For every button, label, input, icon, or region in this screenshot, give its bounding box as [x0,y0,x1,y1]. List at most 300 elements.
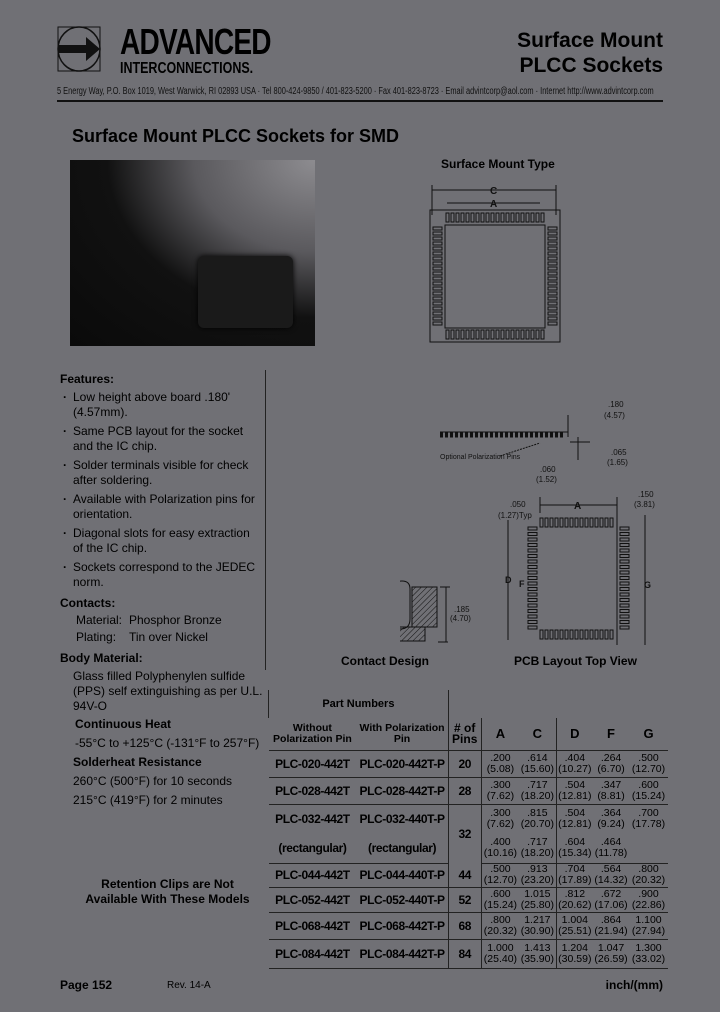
pin-pad [548,322,557,325]
dim-inch: .500 [490,863,511,875]
dim-f-cell [593,777,629,804]
dim-inch: .300 [490,778,511,791]
dim-mm: (30.59) [558,952,592,965]
revision: Rev. 14-A [167,980,211,991]
dim-mm: (15.34) [558,847,592,860]
dim-inch: .564 [600,863,622,875]
dim-d-cell [556,834,593,863]
pin-pad [620,571,629,574]
table-row [269,912,669,939]
dim-inch: .700 [638,807,659,820]
part-without-pin: PLC-032-442T [275,812,350,827]
pin-pad [548,282,557,285]
feature-item: · Sockets correspond to the JEDEC norm. [60,560,263,590]
pin-pad [541,213,544,222]
pin-pad [548,287,557,290]
pcb-pitch-mm: (1.27)Typ [498,511,532,520]
dim-d-cell [556,887,593,912]
side-dim1-in: .065 [611,448,627,457]
pin-pad [548,272,557,275]
pin-pad [491,213,494,222]
body-material-text: Glass filled Polyphenylen sulfide (PPS) self extinguishing as per U.L. 94V-O [73,669,263,713]
dim-f-cell [593,887,629,912]
pin-pad [521,330,524,339]
dim-inch: .504 [564,778,586,791]
part-with-pin: PLC-052-440T-P [356,887,448,912]
dim-mm: (15.60) [520,762,554,775]
pin-pad [548,232,557,235]
pin-pad [433,247,442,250]
dim-inch: .717 [527,836,548,849]
pcb-layout-view [498,490,655,645]
dim-mm: (25.40) [483,952,518,965]
pin-pad [540,518,543,527]
pin-pad [528,533,537,536]
col-dim-a: A [481,718,519,750]
dim-inch: 1.004 [561,913,588,926]
side-view [440,400,628,484]
surface-mount-top-view [430,185,560,342]
pin-pad [433,297,442,300]
pin-pad [433,292,442,295]
pin-pad [620,555,629,558]
pin-pad [548,237,557,240]
dim-g-cell [629,939,668,968]
units-note: inch/(mm) [605,978,663,992]
continuous-heat-heading: Continuous Heat [75,717,171,731]
pin-pad [526,213,529,222]
dim-a-cell [481,750,519,777]
dim-inch: .614 [527,751,548,764]
dim-g-cell [629,804,668,834]
pin-pad [433,317,442,320]
header-title-line1: Surface Mount [517,29,663,52]
pin-pad [476,330,479,339]
solderheat-value-2: 215°C (419°F) for 2 minutes [73,793,223,807]
solderheat-value-1: 260°C (500°F) for 10 seconds [73,774,233,788]
dim-inch: .800 [638,863,659,875]
plating-value: Tin over Nickel [129,630,208,644]
pin-pad [540,630,543,639]
pin-pad [555,518,558,527]
pin-pad [620,610,629,613]
pin-pad [528,593,537,596]
pin-pad [506,213,509,222]
part-without-pin: PLC-052-442T [269,887,357,912]
table-row [269,863,669,887]
dim-inch: .815 [527,807,548,820]
pin-pad [511,213,514,222]
pin-pad [516,213,519,222]
pin-count: 32 [448,804,481,863]
pin-pad [528,544,537,547]
dim-mm: (33.02) [631,952,666,965]
dim-mm: (10.27) [558,762,592,775]
dim-inch: .800 [490,913,511,926]
part-with-pin: PLC-020-442T-P [356,750,448,777]
dim-d-cell [556,804,593,834]
side-dim1-mm: (1.65) [607,458,628,467]
pin-pad [461,213,464,222]
pin-pad [433,252,442,255]
dim-inch: 1.413 [524,941,551,954]
pin-pad [481,213,484,222]
dim-c-cell [519,863,556,887]
pin-pad [433,272,442,275]
pin-pad [456,330,459,339]
pin-pad [620,533,629,536]
pin-pad [585,518,588,527]
dim-inch: .864 [600,913,622,926]
pin-pad [595,518,598,527]
pin-pad [466,330,469,339]
pin-pad [496,330,499,339]
pin-pad [466,213,469,222]
pin-pad [620,549,629,552]
socket-image [198,256,293,328]
material-label: Material: [76,613,123,627]
dim-c-cell [519,887,556,912]
pin-pad [548,297,557,300]
header-divider [57,100,663,102]
contact-design-drawing [400,580,471,645]
features-heading: Features: [60,372,115,386]
dim-inch: .400 [490,836,511,849]
pin-pad [433,237,442,240]
pin-pad [545,518,548,527]
pin-pad [451,213,454,222]
pin-pad [550,630,553,639]
pin-pad [548,317,557,320]
col-dim-f: F [593,718,629,750]
dim-a-cell [481,887,519,912]
dim-mm: (27.94) [631,924,666,937]
body-material-heading: Body Material: [60,651,143,665]
pin-pad [433,267,442,270]
pin-pad [600,518,603,527]
dim-inch: .600 [490,887,511,900]
dim-g-cell [629,887,668,912]
pin-count: 20 [448,750,481,777]
dim-mm: (8.81) [597,789,625,802]
dim-mm: (18.20) [520,847,554,860]
dim-mm: (17.89) [558,874,592,886]
pin-pad [620,621,629,624]
pin-pad [528,577,537,580]
pin-pad [528,604,537,607]
surface-mount-type-label: Surface Mount Type [441,157,555,171]
pin-pad [548,262,557,265]
part-numbers-table [268,690,668,969]
pcb-dim-a: A [574,501,582,512]
product-photo [70,160,315,346]
continuous-heat-value: -55°C to +125°C (-131°F to 257°F) [75,736,260,750]
pin-pad [433,277,442,280]
pin-pad [565,630,568,639]
feature-item: · Same PCB layout for the socket and the IC chip. [60,424,263,454]
pin-pad [433,232,442,235]
table-row [269,750,669,777]
pin-pad [548,227,557,230]
dim-a-label: A [490,199,498,210]
col-pins: # of Pins [448,718,481,750]
pin-pad [456,213,459,222]
pin-pad [536,330,539,339]
dim-c-cell [519,777,556,804]
pin-count: 84 [448,939,481,968]
pin-pad [620,566,629,569]
pin-pad [433,282,442,285]
side-dim2-in: .060 [540,465,556,474]
part-with-pin: PLC-044-440T-P [356,863,448,887]
pin-pad [528,582,537,585]
dim-f-cell [593,912,629,939]
dim-inch: .913 [527,863,548,875]
pin-pad [620,615,629,618]
pin-pad [548,247,557,250]
dim-inch: 1.300 [635,941,662,954]
dim-d-cell [556,939,593,968]
pin-pad [521,213,524,222]
dim-inch: .364 [600,807,622,820]
dim-mm: (35.90) [520,952,554,965]
pcb-layout-caption: PCB Layout Top View [514,654,637,668]
pin-pad [548,267,557,270]
dim-f-cell [593,804,629,834]
dim-d-cell [556,912,593,939]
pin-pad [548,252,557,255]
pin-pad [486,330,489,339]
contacts-heading: Contacts: [60,596,116,610]
pin-pad [570,630,573,639]
brand-name: ADVANCED [120,21,271,62]
material-value: Phosphor Bronze [129,613,222,627]
dim-mm: (30.90) [520,924,554,937]
dim-f-cell [593,939,629,968]
dim-mm: (12.81) [558,818,592,831]
side-height-mm: (4.57) [604,411,625,420]
pin-pad [620,599,629,602]
dim-a-cell [481,912,519,939]
col-without-pin: Without Polarization Pin [269,718,357,750]
pin-pad [528,571,537,574]
part-without-pin: PLC-028-442T [269,777,357,804]
page-number: Page 152 [60,978,113,992]
polarization-pins-label: Optional Polarization Pins [440,454,521,461]
dim-mm: (15.24) [631,789,666,802]
contact-design-caption: Contact Design [341,654,430,668]
pin-pad [575,518,578,527]
pin-pad [605,518,608,527]
pin-count: 52 [448,887,481,912]
dim-mm: (9.24) [597,818,625,831]
dim-mm: (6.70) [597,762,625,775]
dim-c-cell [519,750,556,777]
pin-pad [541,330,544,339]
pin-pad [528,621,537,624]
pin-pad [486,213,489,222]
pin-pad [548,312,557,315]
technical-drawings [400,175,700,665]
feature-item: · Low height above board .180' (4.57mm). [60,390,263,420]
pin-pad [501,213,504,222]
dim-inch: .300 [490,807,511,820]
contact-info: 5 Energy Way, P.O. Box 1019, West Warwick, RI 02893 USA · Tel 800-424-9850 / 401-823-5200 · Fax 401-823-8723 · Email advintcorp@aol.com · Internet http://www.advintcorp.com [57,86,654,97]
pin-pad [506,330,509,339]
dim-c-label: C [490,186,498,197]
pin-pad [620,544,629,547]
plating-label: Plating: [76,630,117,644]
pin-pad [496,213,499,222]
pin-pad [528,549,537,552]
dim-mm: (7.62) [486,818,515,831]
dim-inch: .464 [600,836,622,849]
dim-inch: 1.217 [524,913,551,926]
part-without-pin: PLC-084-442T [269,939,357,968]
part-with-pin: PLC-084-442T-P [356,939,448,968]
pin-count: 68 [448,912,481,939]
pin-pad [433,242,442,245]
dim-inch: 1.100 [635,913,662,926]
pin-pad [528,599,537,602]
pin-pad [560,630,563,639]
dim-inch: .600 [638,778,659,791]
dim-c-cell [519,912,556,939]
pin-pad [548,302,557,305]
pin-pad [548,307,557,310]
header-title-line2: PLCC Sockets [519,54,663,77]
dim-mm: (23.20) [520,874,554,886]
pin-pad [528,566,537,569]
dim-a-cell [481,777,519,804]
pin-pad [620,588,629,591]
brand-subname: INTERCONNECTIONS. [120,60,254,77]
pin-pad [481,330,484,339]
pin-pad [590,630,593,639]
col-with-pin: With Polarization Pin [356,718,448,750]
feature-item: · Solder terminals visible for check after soldering. [60,458,263,488]
dim-d-cell [556,777,593,804]
pin-pad [433,257,442,260]
part-with-pin: PLC-068-442T-P [356,912,448,939]
dim-mm: (15.24) [483,898,518,911]
dim-c-cell [519,939,556,968]
part-numbers-heading: Part Numbers [269,690,449,718]
dim-inch: .264 [600,751,622,764]
col-dim-c: C [519,718,556,750]
dim-f-cell [593,750,629,777]
dim-mm: (12.70) [631,762,666,775]
pin-count: 28 [448,777,481,804]
dim-mm: (21.94) [594,924,628,937]
dim-mm: (7.62) [486,789,515,802]
dim-f-cell [593,863,629,887]
pin-pad [620,560,629,563]
dim-mm: (17.78) [631,818,666,831]
pin-pad [476,213,479,222]
pin-pad [580,518,583,527]
side-dim2-mm: (1.52) [536,475,557,484]
col-dim-g: G [629,718,668,750]
pin-pad [433,322,442,325]
dim-mm: (17.06) [594,898,628,911]
pcb-offset-mm: (3.81) [634,500,655,509]
dim-mm: (5.08) [486,762,515,775]
pin-count: 44 [448,863,481,887]
pcb-offset-in: .150 [638,490,654,499]
dim-inch: .200 [490,751,511,764]
feature-item: · Diagonal slots for easy extraction of the IC chip. [60,526,263,556]
dim-g-cell [629,912,668,939]
contact-height-mm: (4.70) [450,614,471,623]
dim-mm: (11.78) [594,847,628,860]
pin-pad [575,630,578,639]
pin-pad [580,630,583,639]
pin-pad [531,213,534,222]
table-row [269,804,669,834]
pin-pad [501,330,504,339]
dim-mm: (20.32) [483,924,518,937]
dim-mm: (20.62) [558,898,592,911]
dim-d-cell [556,750,593,777]
pin-pad [548,277,557,280]
side-height-in: .180 [608,400,624,409]
dim-mm: (25.80) [520,898,554,911]
part-without-pin: (rectangular) [269,834,357,863]
pin-pad [446,330,449,339]
pin-pad [471,213,474,222]
contact-height-in: .185 [454,605,470,614]
dim-mm: (12.70) [483,874,518,886]
pcb-dim-g: G [644,580,652,590]
pin-pad [555,630,558,639]
pin-pad [590,518,593,527]
pin-pad [526,330,529,339]
part-without-pin: PLC-068-442T [269,912,357,939]
dim-c-cell [519,834,556,863]
dim-inch: .504 [564,807,586,820]
pin-pad [433,307,442,310]
pin-pad [620,604,629,607]
pin-pad [528,560,537,563]
features-list [60,390,263,590]
pin-pad [528,538,537,541]
feature-item: · Available with Polarization pins for orientation. [60,492,263,522]
company-logo [56,25,104,77]
dim-f-cell [593,834,629,863]
dim-mm: (26.59) [594,952,628,965]
pin-pad [600,630,603,639]
pin-pad [548,292,557,295]
solderheat-heading: Solderheat Resistance [73,755,202,769]
features-section [60,372,263,808]
pin-pad [433,287,442,290]
page-title: Surface Mount PLCC Sockets for SMD [72,126,400,146]
pin-pad [560,518,563,527]
pin-pad [433,302,442,305]
dim-g-cell [629,750,668,777]
pin-pad [620,538,629,541]
dim-inch: 1.204 [561,941,588,954]
dim-g-cell [629,834,668,863]
pin-pad [610,518,613,527]
pcb-dim-d: D [505,575,512,585]
pin-pad [511,330,514,339]
pin-pad [548,242,557,245]
pin-pad [433,312,442,315]
pin-pad [548,257,557,260]
dim-mm: (20.32) [631,874,666,886]
